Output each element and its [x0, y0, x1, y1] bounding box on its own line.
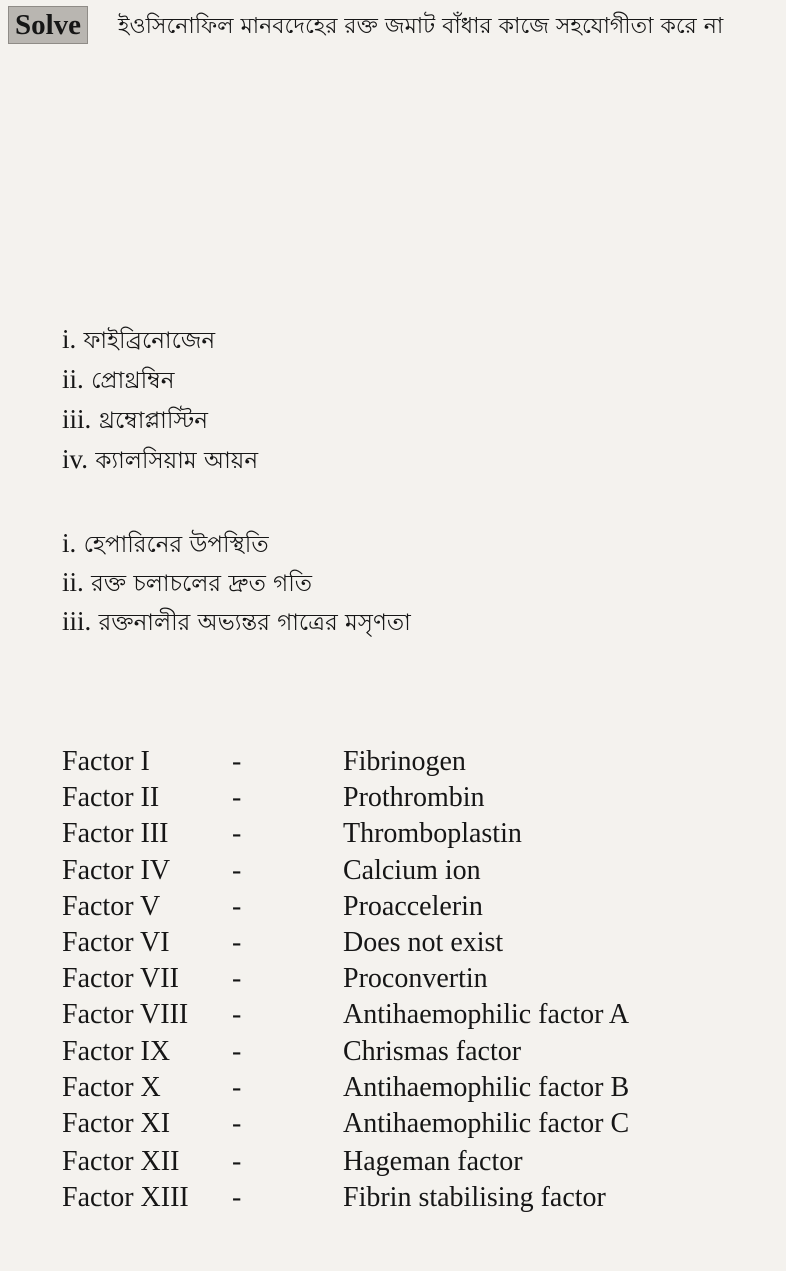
factor-desc: Chrismas factor: [343, 1036, 522, 1067]
factor-row: [0, 997, 786, 1033]
factor-name: Factor I: [62, 746, 150, 777]
factor-name: Factor II: [62, 782, 160, 813]
factor-dash: -: [232, 818, 242, 849]
factor-dash: -: [232, 855, 242, 886]
factor-name: Factor VII: [62, 963, 179, 994]
factor-row: [0, 961, 786, 997]
factor-dash: -: [232, 1146, 242, 1177]
factor-desc: Does not exist: [343, 927, 504, 958]
factor-name: Factor IX: [62, 1036, 171, 1067]
list-text: থ্রম্বোপ্লাস্টিন: [98, 408, 209, 434]
list-item: [62, 565, 312, 601]
factor-row: [0, 1070, 786, 1106]
list-item: [62, 442, 258, 478]
factor-dash: -: [232, 1182, 242, 1213]
factor-dash: -: [232, 1072, 242, 1103]
factor-dash: -: [232, 1036, 242, 1067]
list-text: রক্ত চলাচলের দ্রুত গতি: [91, 571, 313, 597]
factor-row: [0, 925, 786, 961]
list-text: ক্যালসিয়াম আয়ন: [95, 448, 259, 474]
factor-desc: Antihaemophilic factor C: [343, 1108, 630, 1139]
solve-label: Solve: [8, 6, 88, 44]
list-number: iii.: [62, 404, 92, 434]
factor-desc: Antihaemophilic factor B: [343, 1072, 630, 1103]
factor-row: [0, 889, 786, 925]
solve-text: ইওসিনোফিল মানবদেহের রক্ত জমাট বাঁধার কাজে সহযোগীতা করে না: [118, 14, 724, 39]
factor-row: [0, 853, 786, 889]
factor-name: Factor V: [62, 891, 161, 922]
factor-desc: Calcium ion: [343, 855, 481, 886]
factor-desc: Proconvertin: [343, 963, 488, 994]
factor-dash: -: [232, 782, 242, 813]
factor-dash: -: [232, 891, 242, 922]
list-item: [62, 604, 411, 640]
factor-desc: Prothrombin: [343, 782, 485, 813]
list-number: iv.: [62, 444, 88, 474]
factor-name: Factor XI: [62, 1108, 171, 1139]
factor-desc: Thromboplastin: [343, 818, 522, 849]
factor-row: [0, 1034, 786, 1070]
factor-desc: Antihaemophilic factor A: [343, 999, 630, 1030]
factor-row: [0, 1106, 786, 1142]
factor-row: [0, 816, 786, 852]
factor-dash: -: [232, 1108, 242, 1139]
list-text: ফাইব্রিনোজেন: [83, 328, 216, 354]
factor-desc: Fibrin stabilising factor: [343, 1182, 606, 1213]
factor-dash: -: [232, 927, 242, 958]
factor-name: Factor VI: [62, 927, 170, 958]
list-number: ii.: [62, 567, 84, 597]
list-number: i.: [62, 528, 77, 558]
factor-name: Factor XII: [62, 1146, 180, 1177]
factor-row: [0, 780, 786, 816]
list-item: [62, 362, 175, 398]
factor-dash: -: [232, 999, 242, 1030]
list-item: [62, 402, 208, 438]
list-text: রক্তনালীর অভ্যন্তর গাত্রের মসৃণতা: [98, 610, 411, 636]
list-item: [62, 526, 269, 562]
factor-desc: Proaccelerin: [343, 891, 483, 922]
factor-row: [0, 1144, 786, 1180]
list-item: [62, 322, 215, 358]
list-number: iii.: [62, 606, 92, 636]
factor-name: Factor IV: [62, 855, 171, 886]
factor-desc: Fibrinogen: [343, 746, 466, 777]
factor-dash: -: [232, 746, 242, 777]
factor-row: [0, 744, 786, 780]
factor-dash: -: [232, 963, 242, 994]
factor-desc: Hageman factor: [343, 1146, 523, 1177]
list-number: i.: [62, 324, 77, 354]
list-text: প্রোথ্রম্বিন: [91, 368, 175, 394]
factor-name: Factor VIII: [62, 999, 189, 1030]
factor-row: [0, 1180, 786, 1216]
list-text: হেপারিনের উপস্থিতি: [83, 532, 269, 558]
factor-name: Factor XIII: [62, 1182, 189, 1213]
list-number: ii.: [62, 364, 84, 394]
factor-name: Factor III: [62, 818, 169, 849]
factor-name: Factor X: [62, 1072, 161, 1103]
